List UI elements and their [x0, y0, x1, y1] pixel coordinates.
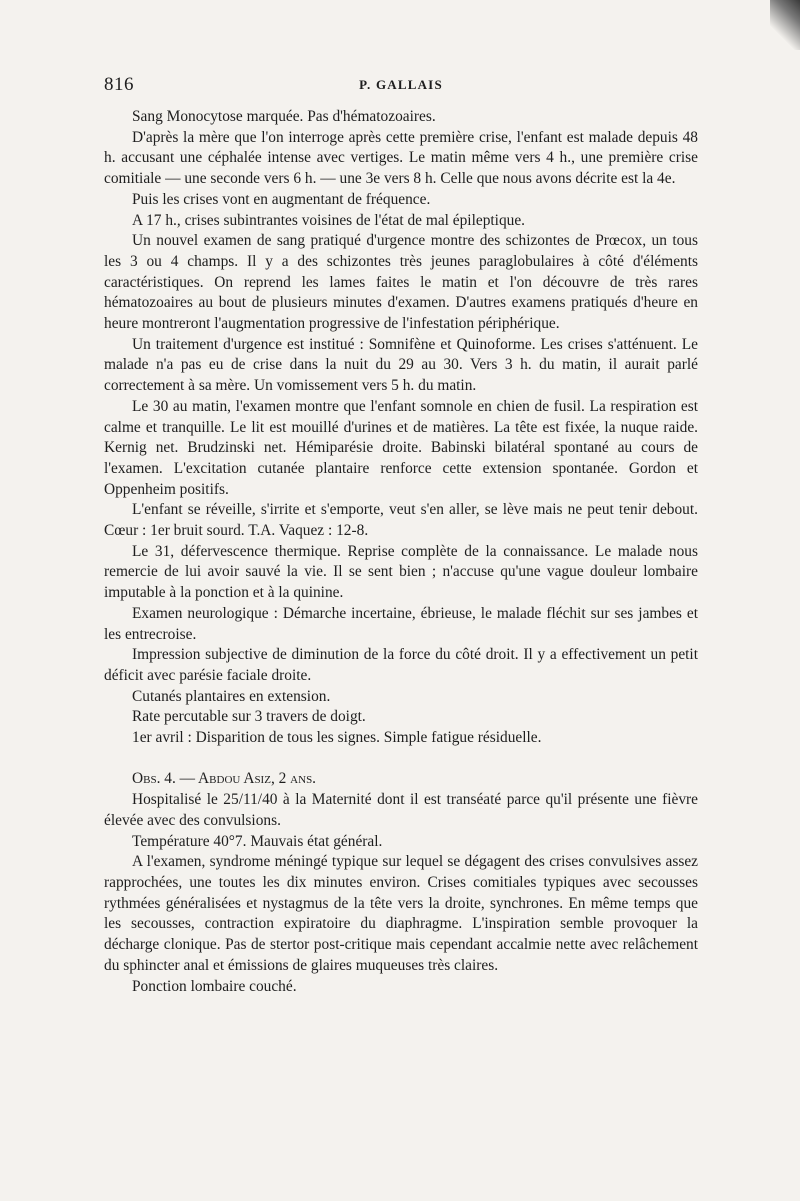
paragraph-1er-avril: 1er avril : Disparition de tous les signes. Simple fatigue résiduelle.	[132, 729, 542, 747]
paragraph-temperature: Température 40°7. Mauvais état général.	[132, 832, 383, 850]
paragraph-le-30: Le 30 au matin, l'examen montre que l'enfant somnole en chien de fusil. La respiration est calme et tranquille. Le lit est mouillé d'urines et de matières. La tête est fixée, la nuque raide. Kernig net. Brudzinski net. Hémiparésie droite. Babinski bilatéral spontané au cours de l'examen. L'excitation cutanée plantaire renforce cette extension spontanée. Gordon et Oppenheim positifs.	[104, 397, 698, 498]
paragraph-hospitalise: Hospitalisé le 25/11/40 à la Maternité dont il est transéaté parce qu'il présente une fièvre élevée avec des convulsions.	[104, 791, 698, 829]
paragraph-cutanes: Cutanés plantaires en extension.	[132, 687, 331, 705]
paragraph-awakening: L'enfant se réveille, s'irrite et s'emporte, veut s'en aller, se lève mais ne peut tenir debout. Cœur : 1er bruit sourd. T.A. Vaquez : 12-8.	[104, 501, 698, 540]
paragraph-neuro-exam: Examen neurologique : Démarche incertaine, ébrieuse, le malade fléchit sur ses jambes et les entrecroise.	[104, 604, 698, 643]
paragraph-frequency: Puis les crises vont en augmentant de fréquence.	[132, 190, 431, 208]
paragraph-17h: A 17 h., crises subintrantes voisines de l'état de mal épileptique.	[132, 211, 526, 229]
paragraph-treatment: Un traitement d'urgence est institué : Somnifène et Quinoforme. Les crises s'atténuent. Le malade n'a pas eu de crise dans la nuit du 29 au 30. Vers 3 h. du matin, il aurait parlé correctement à sa mère. Un vomissement vers 5 h. du matin.	[104, 335, 698, 395]
body-text	[104, 107, 698, 997]
paragraph-sang: Sang Monocytose marquée. Pas d'hématozoaires.	[132, 108, 436, 125]
running-head	[104, 74, 698, 98]
paragraph-impression: Impression subjective de diminution de la force du côté droit. Il y a effectivement un petit déficit avec parésie faciale droite.	[104, 646, 698, 684]
paragraph-examen: A l'examen, syndrome méningé typique sur lequel se dégagent des crises convulsives assez rapprochées, une toutes les dix minutes environ. Crises comitiales typiques avec secousses rythmées généralisées et nystagmus de la tête vers la droite, synchrones. En même temps que les secousses, contraction expiratoire du diaphragme. L'inspiration semble provoquer la décharge clonique. Pas de stertor post-critique mais cependant accalmie nette avec relâchement du sphincter anal et émissions de glaires muqueuses très claires.	[104, 853, 698, 974]
paragraph-blood-exam: Un nouvel examen de sang pratiqué d'urgence montre des schizontes de Prœcox, un tous les 3 ou 4 champs. Il y a des schizontes très jeunes paraglobulaires à côté d'éléments caractéristiques. On reprend les lames faites le matin et l'on découvre de très rares hématozoaires au bout de plusieurs minutes d'examen. D'autres examens pratiqués d'heure en heure montreront l'augmentation progressive de l'infestation périphérique.	[104, 232, 698, 333]
running-title: P. GALLAIS	[359, 77, 443, 92]
paragraph-anamnesis: D'après la mère que l'on interroge après cette première crise, l'enfant est malade depuis 48 h. accusant une céphalée intense avec vertiges. Le matin même vers 4 h., une première crise comitiale — une seconde vers 6 h. — une 3e vers 8 h. Celle que nous avons décrite est la 4e.	[104, 128, 698, 188]
paragraph-le-31: Le 31, défervescence thermique. Reprise complète de la connaissance. Le malade nous remercie de lui avoir sauvé la vie. Il se sent bien ; n'accuse qu'une vague douleur lombaire imputable à la ponction et à la quinine.	[104, 542, 698, 602]
scan-corner-shadow	[770, 0, 800, 50]
page-number: 816	[104, 74, 134, 95]
observation-heading: Obs. 4. — Abdou Asiz, 2 ans.	[132, 770, 317, 788]
paragraph-rate: Rate percutable sur 3 travers de doigt.	[132, 708, 366, 726]
paragraph-ponction: Ponction lombaire couché.	[132, 977, 297, 995]
